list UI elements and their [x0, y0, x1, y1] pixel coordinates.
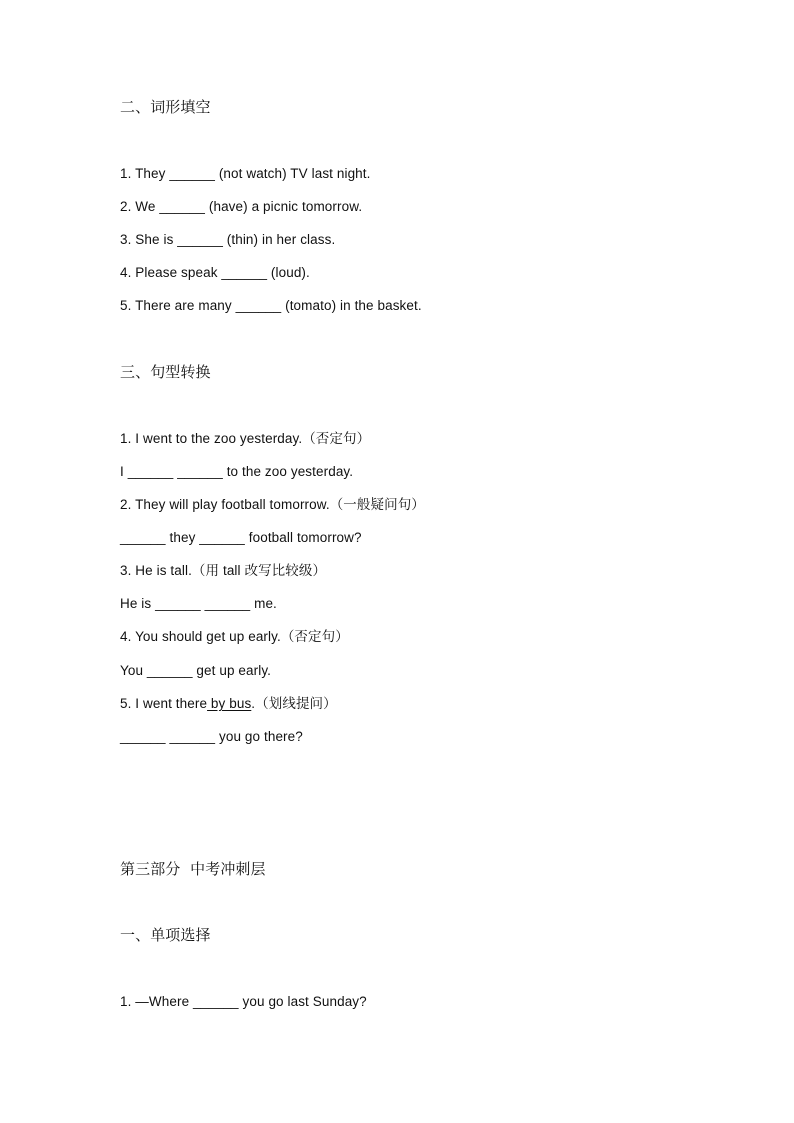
transform-answer-1: I ______ ______ to the zoo yesterday.	[120, 464, 354, 479]
transform-answer-3: He is ______ ______ me.	[120, 596, 277, 611]
transform-item-5-instruction: .（划线提问）	[251, 696, 337, 711]
fill-item-1: 1. They ______ (not watch) TV last night.	[120, 166, 371, 181]
fill-item-3: 3. She is ______ (thin) in her class.	[120, 232, 336, 247]
fill-item-4: 4. Please speak ______ (loud).	[120, 265, 310, 280]
transform-answer-2: ______ they ______ football tomorrow?	[120, 530, 362, 545]
transform-item-4: 4. You should get up early.（否定句）	[120, 629, 349, 644]
fill-item-5: 5. There are many ______ (tomato) in the basket.	[120, 298, 422, 313]
transform-item-1: 1. I went to the zoo yesterday.（否定句）	[120, 431, 371, 446]
transform-item-3: 3. He is tall.（用 tall 改写比较级）	[120, 563, 327, 578]
part-three-title: 第三部分 中考冲刺层	[120, 860, 266, 878]
section-heading-sentence-transform: 三、句型转换	[120, 363, 211, 381]
transform-answer-4: You ______ get up early.	[120, 663, 272, 678]
transform-item-2: 2. They will play football tomorrow.（一般疑问句）	[120, 497, 425, 512]
section-heading-multiple-choice: 一、单项选择	[120, 926, 211, 944]
underlined-phrase: by bus	[207, 696, 252, 711]
fill-item-2: 2. We ______ (have) a picnic tomorrow.	[120, 199, 363, 214]
choice-question-1: 1. —Where ______ you go last Sunday?	[120, 994, 367, 1009]
transform-item-5-text: 5. I went there	[120, 696, 208, 711]
section-heading-word-forms: 二、词形填空	[120, 98, 211, 116]
transform-item-5	[120, 695, 337, 713]
transform-answer-5: ______ ______ you go there?	[120, 729, 303, 744]
